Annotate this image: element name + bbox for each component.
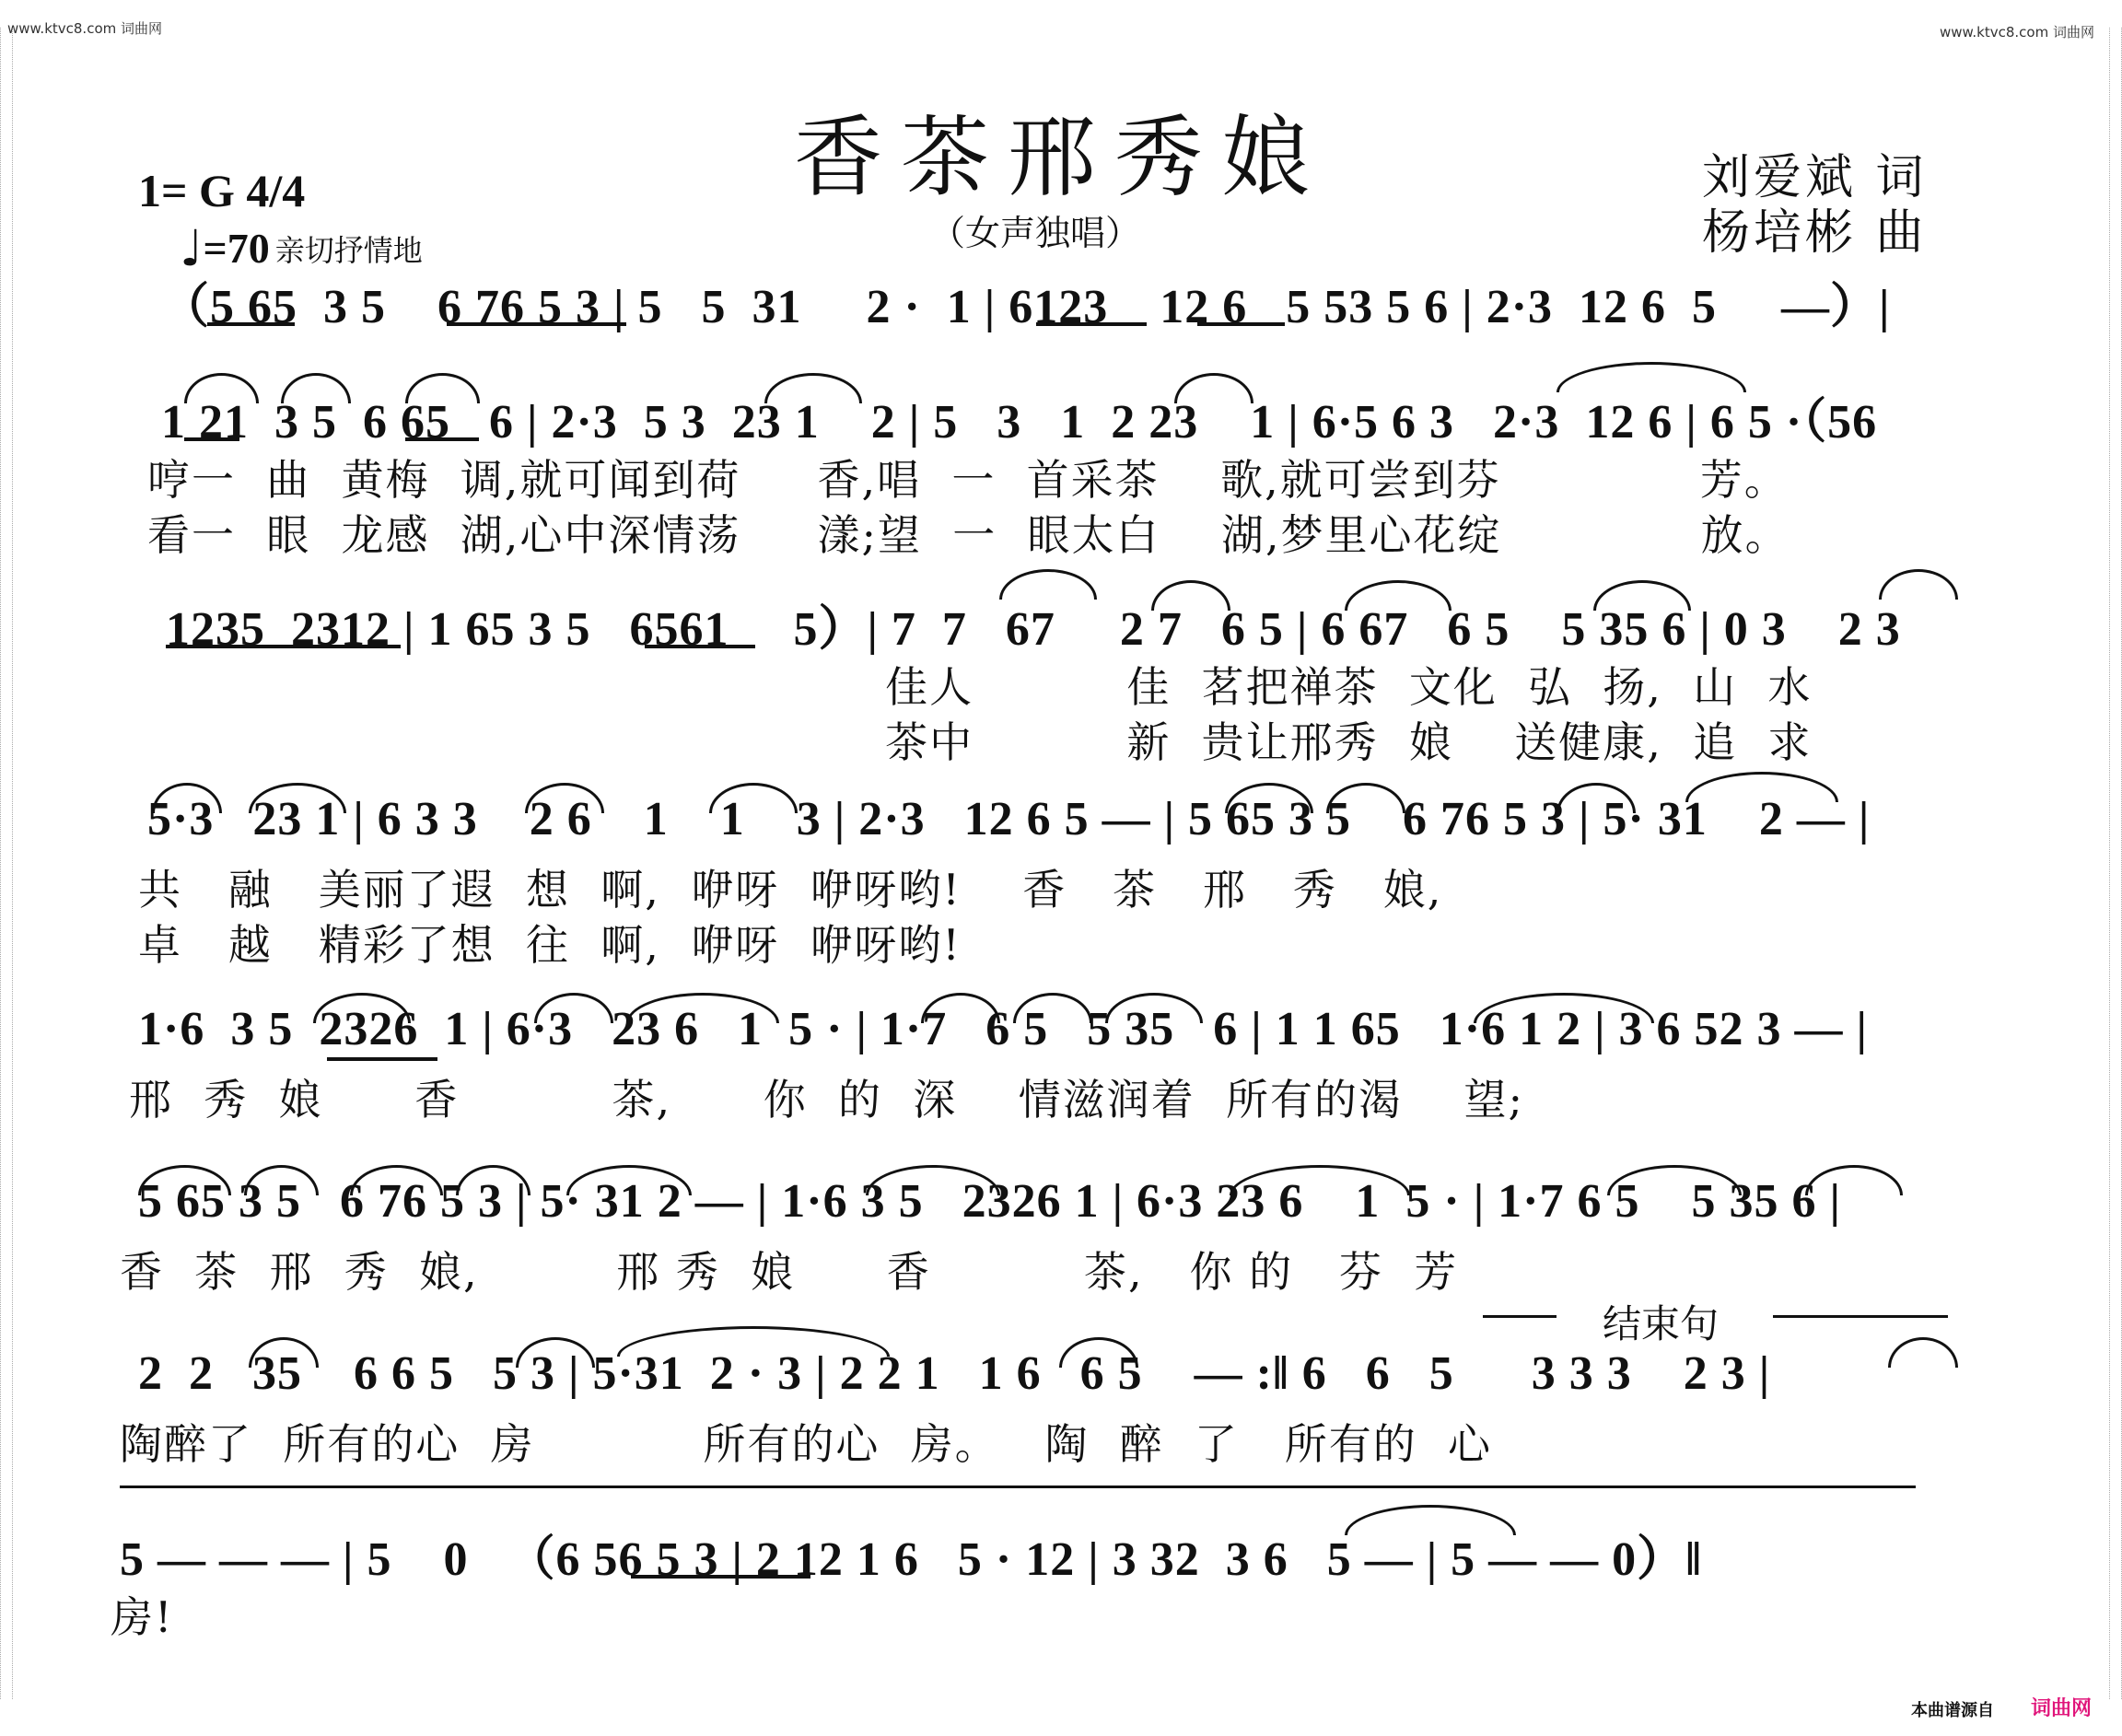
lyric-verse-1: 陶醉了 所有的心 房 所有的心 房。 陶 醉 了 所有的 心	[120, 1419, 1493, 1469]
lyric-verse-1: 佳人 佳 茗把禅茶 文化 弘 扬, 山 水	[120, 662, 1813, 712]
notation-line: 2 2 35 6 6 5 5 3 | 5·31 2 · 3 | 2 2 1 1 6 6 5 — :‖ 6 6 5 3 3 3 2 3 |	[138, 1347, 1771, 1400]
song-title: 香茶邢秀娘	[794, 106, 1328, 209]
beam-underline	[166, 645, 401, 648]
beam-underline	[184, 437, 239, 441]
notation-line: 5·3 23 1 | 6 3 3 2 6 1 1 3 | 2·3 12 6 5 — | 5 65 3 5 6 76 5 3 | 5· 31 2 — |	[147, 793, 1871, 845]
slur-arc	[1326, 783, 1405, 813]
slur-arc	[866, 1165, 1000, 1195]
lyric-verse-2: 看一 眼 龙感 湖,心中深情荡 漾;望 一 眼太白 湖,梦里心花绽 放。	[147, 510, 1790, 560]
notation-line: 1 21 3 5 6 65 6 | 2·3 5 3 23 1 2 | 5 3 1 2 23 1 | 6·5 6 3 2·3 12 6 | 6 5 ·（56	[161, 396, 1878, 449]
slur-arc	[566, 1165, 692, 1195]
notation-line: 1235 2312 | 1 65 3 5 6561 5）| 7 7 67 2 7 6 5 | 6 67 6 5 5 35 6 | 0 3 2 3	[166, 603, 1901, 656]
slur-arc	[1557, 362, 1746, 392]
slur-arc	[138, 1165, 231, 1195]
slur-arc	[1474, 993, 1654, 1023]
lyricist-credit: 刘爱斌 词	[1702, 150, 1928, 205]
slur-arc	[1345, 580, 1452, 611]
composer-credit: 杨培彬 曲	[1702, 205, 1928, 261]
lyric-verse-1: 房!	[111, 1592, 174, 1642]
slur-arc	[313, 993, 411, 1023]
site-watermark-right: www.ktvc8.com 词曲网	[1939, 24, 2094, 41]
lyric-verse-1: 哼一 曲 黄梅 调,就可闻到荷 香,唱 一 首采茶 歌,就可尝到芬 芳。	[147, 455, 1789, 505]
lyric-verse-2: 卓 越 精彩了想 往 啊, 咿呀 咿呀哟!	[138, 920, 962, 970]
slur-arc	[1805, 1165, 1903, 1195]
slur-arc	[1151, 580, 1230, 611]
ending-label	[1474, 1294, 1719, 1349]
footer-brand-link[interactable]: 词曲网	[2031, 1697, 2093, 1720]
slur-arc	[152, 783, 222, 813]
slur-arc	[281, 373, 351, 403]
slur-arc	[405, 373, 480, 403]
tie-line	[120, 1486, 1916, 1488]
slur-arc	[1879, 569, 1958, 600]
slur-arc	[1230, 1165, 1410, 1195]
beam-underline	[207, 322, 295, 326]
slur-arc	[1888, 1337, 1958, 1368]
slur-arc	[999, 569, 1097, 600]
slur-arc	[617, 1326, 890, 1357]
slur-arc	[1105, 993, 1203, 1023]
beam-underline	[1197, 322, 1285, 326]
notation-line: 1·6 3 5 2326 1 | 6·3 23 6 1 5 · | 1·7 6 5 5 35 6 | 1 1 65 1·6 1 2 | 3 6 52 3 — |	[138, 1003, 1868, 1055]
slur-arc	[456, 1165, 530, 1195]
slur-arc	[1345, 1505, 1516, 1535]
beam-underline	[405, 437, 479, 441]
lyric-verse-1: 香 茶 邢 秀 娘, 邢 秀 娘 香 茶, 你 的 芬 芳	[120, 1247, 1459, 1297]
key-signature: 1= G 4/4	[138, 165, 306, 216]
slur-arc	[921, 993, 1000, 1023]
slur-arc	[350, 1165, 443, 1195]
slur-arc	[709, 783, 798, 813]
quarter-note-icon: ♩	[180, 219, 204, 277]
slur-arc	[249, 1337, 319, 1368]
beam-underline	[645, 645, 755, 648]
footer-source-note: 本曲谱源自	[1911, 1701, 1994, 1720]
slur-arc	[184, 373, 259, 403]
slur-arc	[1013, 993, 1092, 1023]
tempo-value: =70	[203, 225, 270, 272]
lyric-verse-2: 茶中 新 贵让邢秀 娘 送健康, 追 求	[120, 717, 1813, 767]
slur-arc	[534, 993, 613, 1023]
slur-arc	[516, 1337, 595, 1368]
beam-underline	[631, 1575, 810, 1579]
slur-arc	[1607, 1165, 1742, 1195]
slur-arc	[249, 783, 346, 813]
slur-arc	[1225, 783, 1313, 813]
slur-arc	[525, 783, 604, 813]
site-watermark-left: www.ktvc8.com 词曲网	[7, 20, 163, 37]
beam-underline	[327, 1057, 437, 1061]
slur-arc	[1685, 772, 1838, 802]
tempo-expression: 亲切抒情地	[274, 232, 423, 268]
ending-label-text: 结束句	[1603, 1301, 1720, 1346]
notation-line: （5 65 3 5 6 76 5 3 | 5 5 31 2 · 1 | 6123 12 6 5 53 5 6 | 2·3 12 6 5 —）|	[161, 281, 1891, 333]
left-margin-strip	[0, 28, 13, 1699]
lyric-verse-1: 共 融 美丽了遐 想 啊, 咿呀 咿呀哟! 香 茶 邢 秀 娘,	[138, 865, 1443, 915]
right-margin-strip	[2109, 28, 2122, 1699]
slur-arc	[1557, 783, 1636, 813]
slur-arc	[244, 1165, 319, 1195]
subtitle: （女声独唱）	[930, 213, 1141, 253]
slur-arc	[1174, 373, 1253, 403]
beam-underline	[1036, 322, 1147, 326]
slur-arc	[1593, 580, 1691, 611]
beam-underline	[447, 322, 626, 326]
slur-arc	[1059, 1337, 1138, 1368]
slur-arc	[764, 373, 862, 403]
slur-arc	[626, 993, 779, 1023]
lyric-verse-1: 邢 秀 娘 香 茶, 你 的 深 情滋润着 所有的渴 望;	[129, 1075, 1525, 1124]
ending-bracket-right	[1773, 1315, 1948, 1318]
notation-line: 5 — — — | 5 0 （6 56 5 3 | 2 12 1 6 5 · 12 | 3 32 3 6 5 — | 5 — — 0）‖	[120, 1533, 1703, 1586]
notation-line: 5 65 3 5 6 76 5 3 | 5· 31 2 — | 1·6 3 5 2326 1 | 6·3 23 6 1 5 · | 1·7 6 5 5 35 6 |	[138, 1175, 1841, 1228]
